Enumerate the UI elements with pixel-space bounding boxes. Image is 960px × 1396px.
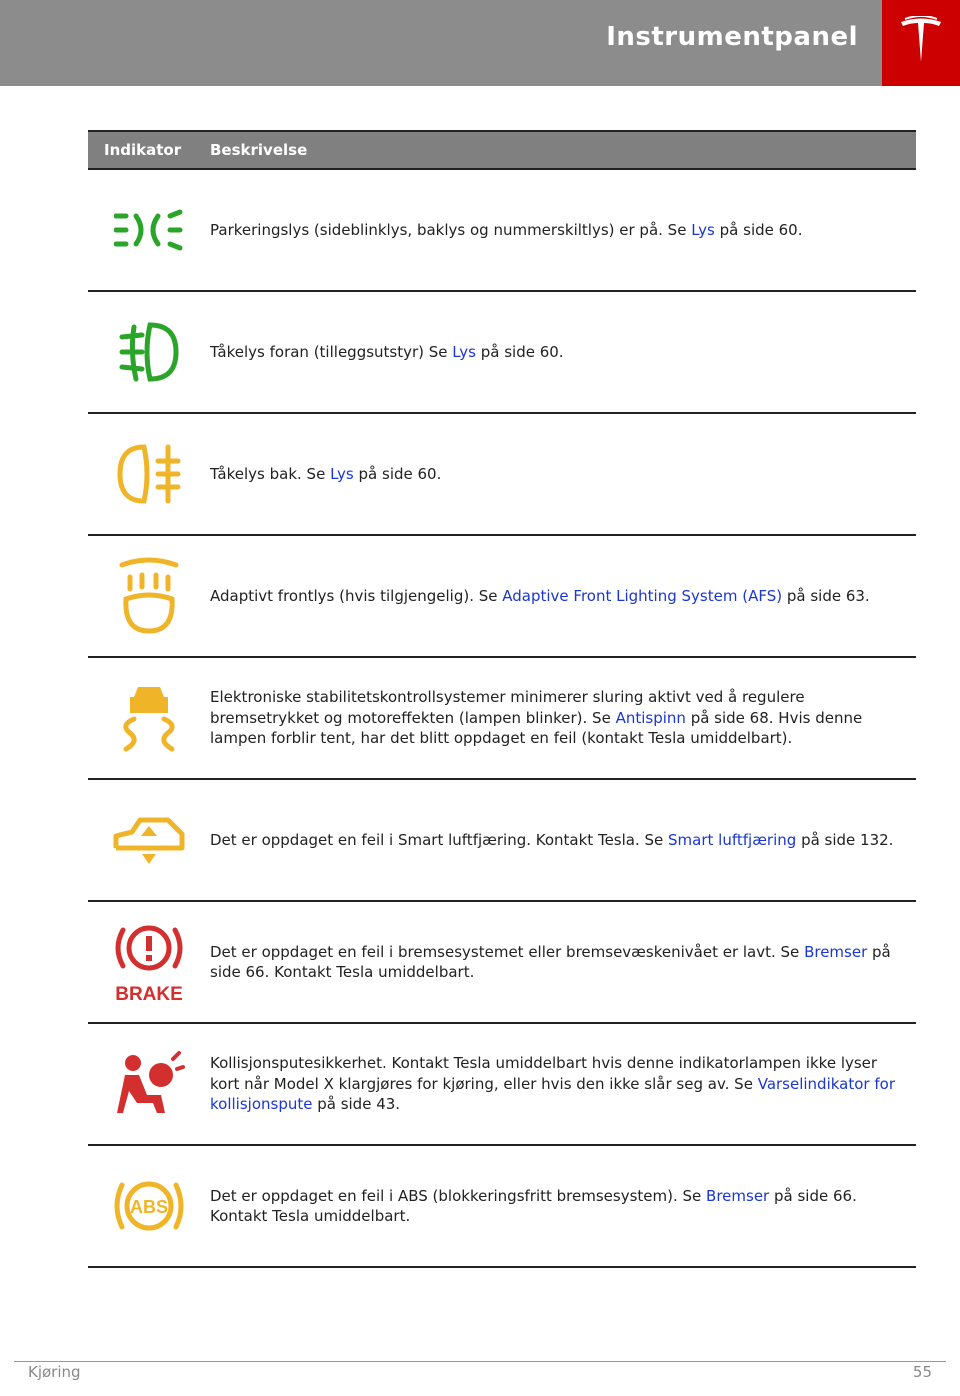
column-header-indicator: Indikator <box>104 141 182 159</box>
footer-divider <box>14 1361 946 1362</box>
table-row <box>88 658 916 780</box>
description: Adaptivt frontlys (hvis tilgjengelig). Se Adaptive Front Lighting System (AFS) på side 63. <box>210 586 870 605</box>
description: Parkeringslys (sideblinklys, baklys og nummerskiltlys) er på. Se Lys på side 60. <box>210 220 803 239</box>
adaptive-front-lighting-icon <box>116 557 182 635</box>
link-smart-luftfjaering[interactable]: Smart luftfjæring <box>668 830 797 849</box>
indicator-table <box>88 130 916 1268</box>
link-bremser[interactable]: Bremser <box>804 942 868 961</box>
page-header <box>0 0 960 86</box>
description: Det er oppdaget en feil i ABS (blokkeringsfritt bremsesystem). Se Bremser på side 66. Kontakt Tesla umiddelbart. <box>210 1186 857 1225</box>
description: Tåkelys bak. Se Lys på side 60. <box>210 464 442 483</box>
description: Elektroniske stabilitetskontrollsystemer minimerer sluring aktivt ved å regulere bremsetrykket og motoreffekten (lampen blinker). Se Antispinn på side 68. Hvis denne lampen forblir tent, har det blitt oppdaget en feil (kontakt Tesla umiddelbart). <box>210 688 863 748</box>
link-antispinn[interactable]: Antispinn <box>615 708 686 727</box>
description: Kollisjonsputesikkerhet. Kontakt Tesla umiddelbart hvis denne indikatorlampen ikke lyser kort når Model X klargjøres for kjøring, eller hvis den ikke slår seg av. Se Varselindikator for kollisjonspute på side 43. <box>210 1054 895 1114</box>
description: Det er oppdaget en feil i bremsesystemet eller bremsevæskenivået er lavt. Se Bremser på side 66. Kontakt Tesla umiddelbart. <box>210 942 891 981</box>
footer-section: Kjøring <box>28 1363 81 1381</box>
page-number: 55 <box>912 1363 932 1381</box>
description: Tåkelys foran (tilleggsutstyr) Se Lys på side 60. <box>210 342 564 361</box>
front-fog-light-icon <box>116 319 182 385</box>
abs-warning-icon <box>113 1173 185 1239</box>
link-varselindikator[interactable]: Varselindikator for kollisjonspute <box>210 1074 895 1114</box>
brake-warning-icon <box>113 920 185 1004</box>
brake-icon-text: BRAKE <box>115 984 183 1004</box>
table-row <box>88 1024 916 1146</box>
table-row <box>88 292 916 414</box>
rear-fog-light-icon <box>116 441 182 507</box>
tesla-logo <box>882 0 960 86</box>
airbag-warning-icon <box>113 1051 185 1117</box>
abs-icon-text: ABS <box>129 1197 169 1217</box>
link-bremser[interactable]: Bremser <box>706 1186 770 1205</box>
table-header <box>88 130 916 170</box>
smart-air-suspension-icon <box>112 812 186 868</box>
table-row <box>88 902 916 1024</box>
link-lys[interactable]: Lys <box>330 464 354 483</box>
link-lys[interactable]: Lys <box>452 342 476 361</box>
description: Det er oppdaget en feil i Smart luftfjæring. Kontakt Tesla. Se Smart luftfjæring på side 132. <box>210 830 894 849</box>
column-header-description: Beskrivelse <box>210 141 308 159</box>
link-lys[interactable]: Lys <box>691 220 715 239</box>
table-row <box>88 414 916 536</box>
table-row <box>88 170 916 292</box>
table-row <box>88 1146 916 1268</box>
stability-control-icon <box>116 683 182 753</box>
page-title: Instrumentpanel <box>606 22 858 52</box>
table-row <box>88 536 916 658</box>
parking-lights-icon <box>114 207 184 253</box>
table-row <box>88 780 916 902</box>
link-afs[interactable]: Adaptive Front Lighting System (AFS) <box>502 586 783 605</box>
